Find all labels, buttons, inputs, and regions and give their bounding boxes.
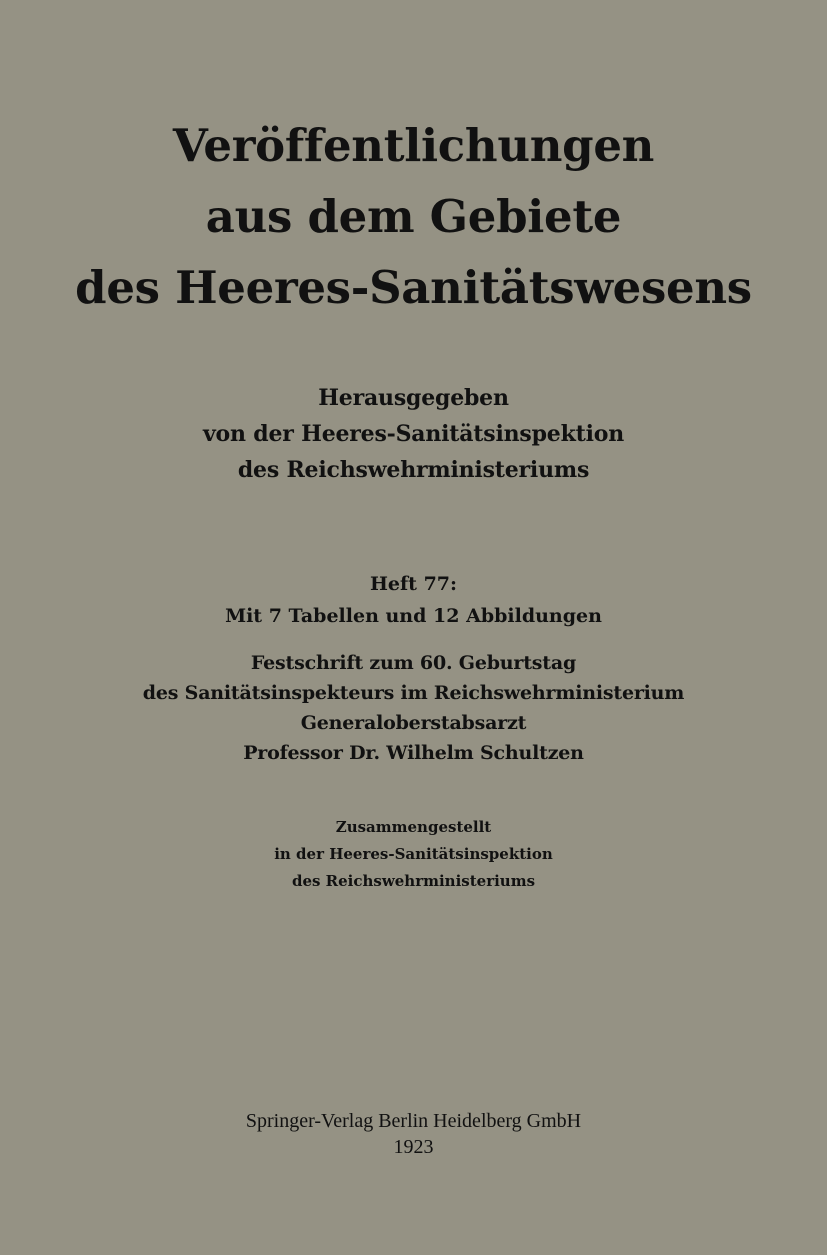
compiled-line-1: Zusammengestellt bbox=[335, 818, 492, 836]
editor-line-3: des Reichswehrministeriums bbox=[237, 457, 590, 483]
publication-year: 1923 bbox=[393, 1136, 434, 1158]
cover-title bbox=[0, 110, 827, 323]
publisher-name: Springer-Verlag Berlin Heidelberg GmbH bbox=[245, 1110, 582, 1132]
compiled-block bbox=[0, 814, 827, 895]
festschrift-line-2: des Sanitätsinspekteurs im Reichswehrministerium bbox=[142, 682, 685, 704]
festschrift-block bbox=[0, 648, 827, 768]
issue-block bbox=[0, 568, 827, 632]
title-line-1: Veröffentlichungen bbox=[172, 119, 655, 172]
title-line-2: aus dem Gebiete bbox=[205, 190, 622, 243]
editor-line-1: Herausgegeben bbox=[318, 385, 509, 411]
editor-block bbox=[0, 380, 827, 488]
editor-line-2: von der Heeres-Sanitätsinspektion bbox=[202, 421, 625, 447]
compiled-line-3: des Reichswehrministeriums bbox=[291, 872, 536, 890]
festschrift-line-1: Festschrift zum 60. Geburtstag bbox=[250, 652, 577, 674]
publisher-block bbox=[0, 1108, 827, 1160]
compiled-line-2: in der Heeres-Sanitätsinspektion bbox=[274, 845, 553, 863]
festschrift-line-3: Generaloberstabsarzt bbox=[300, 712, 527, 734]
issue-contents: Mit 7 Tabellen und 12 Abbildungen bbox=[225, 605, 602, 627]
issue-number: Heft 77: bbox=[369, 573, 458, 595]
title-line-3: des Heeres-Sanitätswesens bbox=[75, 261, 752, 314]
festschrift-line-4: Professor Dr. Wilhelm Schultzen bbox=[243, 742, 584, 764]
